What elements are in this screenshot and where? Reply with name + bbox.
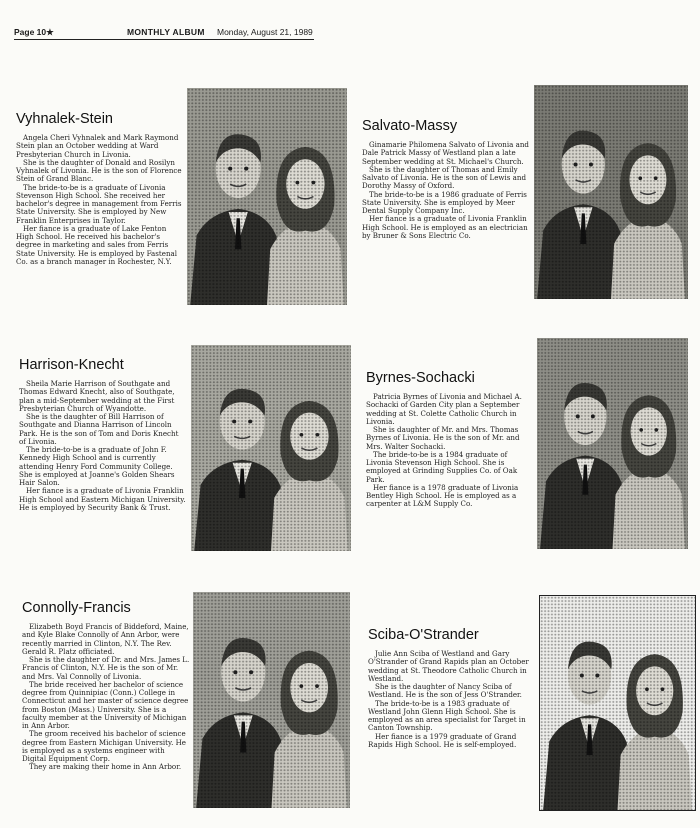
article-headline: Harrison-Knecht	[19, 357, 124, 373]
couple-portrait-icon	[193, 592, 350, 808]
article-paragraph: The bride-to-be is a 1984 graduate of Livonia Stevenson High School. She is employed at Grinding Supplies Co. of Oak Park.	[366, 449, 518, 484]
article-body	[19, 380, 187, 512]
article-byrnes-sochacki	[366, 370, 534, 509]
engagement-photo	[537, 338, 688, 549]
engagement-photo	[539, 595, 696, 811]
article-paragraph: Her fiance is a 1978 graduate of Livonia Bentley High School. He is employed as a carpenter at L&M Supply Co.	[366, 482, 519, 509]
article-paragraph: The bride received her bachelor of science degree from Quinnipiac (Conn.) College in Connecticut and her master of science degree from Boston (Mass.) University. She is a faculty member at the University of Michigan in Ann Arbor.	[22, 679, 189, 730]
article-paragraph: She is the daughter of Thomas and Emily Salvato of Livonia. He is the son of Lewis and Dorothy Massy of Oxford.	[362, 164, 527, 191]
article-paragraph: Angela Cheri Vyhnalek and Mark Raymond Stein plan an October wedding at Ward Presbyterian Church in Livonia.	[16, 133, 179, 159]
page-number: Page 10★	[14, 27, 54, 37]
article-paragraph: The groom received his bachelor of science degree from Eastern Michigan University. He is employed as a systems engineer with Digital Equipment Corp.	[22, 729, 186, 763]
article-paragraph: Julie Ann Sciba of Westland and Gary O'Strander of Grand Rapids plan an October wedding at St. Theodore Catholic Church in Westland.	[368, 649, 529, 683]
article-body	[368, 650, 536, 749]
page-header	[14, 27, 694, 39]
article-headline: Vyhnalek-Stein	[16, 111, 113, 127]
article-harrison-knecht	[19, 357, 187, 512]
engagement-photo	[191, 345, 351, 551]
article-paragraph: She is the daughter of Donald and Rosilyn Vyhnalek of Livonia. He is the son of Florence Stein of Grand Blanc.	[16, 157, 182, 184]
article-paragraph: Patricia Byrnes of Livonia and Michael A. Sochacki of Garden City plan a September wedding at St. Colette Catholic Church in Livonia.	[366, 392, 522, 426]
article-body	[362, 141, 530, 240]
article-paragraph: The bride-to-be is a graduate of John F. Kennedy High School and is currently attending Henry Ford Community College. She is employed at Joanne's Golden Shears Hair Salon.	[19, 445, 175, 487]
article-paragraph: Ginamarie Philomena Salvato of Livonia and Dale Patrick Massy of Westland plan a late September wedding at St. Michael's Church.	[362, 140, 529, 166]
section-name: MONTHLY ALBUM	[127, 27, 205, 37]
article-paragraph: The bride-to-be is a graduate of Livonia Stevenson High School. She received her bachelor's degree in management from Ferris State University. She is employed by New Franklin Enterprises in Taylor.	[16, 182, 182, 225]
article-paragraph: The bride-to-be is a 1983 graduate of Westland John Glenn High School. She is employed as an area specialist for Target in Canton Township.	[368, 698, 526, 733]
article-paragraph: She is the daughter of Dr. and Mrs. James L. Francis of Clinton, N.Y. He is the son of Mr. and Mrs. Val Connolly of Livonia.	[22, 655, 190, 681]
article-body	[16, 134, 184, 266]
article-paragraph: They are making their home in Ann Arbor.	[29, 762, 182, 772]
article-paragraph: The bride-to-be is a 1986 graduate of Ferris State University. She is employed by Meer Dental Supply Company Inc.	[362, 189, 527, 215]
couple-portrait-icon	[187, 88, 347, 305]
couple-portrait-icon	[534, 85, 688, 299]
engagement-photo	[534, 85, 688, 299]
article-headline: Salvato-Massy	[362, 118, 458, 134]
article-paragraph: Her fiance is a graduate of Lake Fenton High School. He received his bachelor's degree in marketing and sales from Ferris State University. He is employed by Fastenal Co. as a branch manager in Rochester, N.Y.	[16, 223, 178, 266]
engagement-photo	[187, 88, 347, 305]
article-salvato-massy	[362, 118, 530, 240]
article-headline: Byrnes-Sochacki	[366, 370, 475, 386]
article-paragraph: She is the daughter of Nancy Sciba of Westland. He is the son of Jess O'Strander.	[368, 682, 522, 700]
article-paragraph: Her fiance is a graduate of Livonia Franklin High School and Eastern Michigan University. He is employed by Security Bank & Trust.	[19, 486, 186, 512]
couple-portrait-icon	[540, 596, 695, 810]
issue-date: Monday, August 21, 1989	[217, 27, 313, 37]
article-paragraph: Elizabeth Boyd Francis of Biddeford, Maine, and Kyle Blake Connolly of Ann Arbor, were recently married in Clinton, N.Y. The Rev. Gerald R. Platz officiated.	[22, 622, 189, 656]
article-paragraph: Sheila Marie Harrison of Southgate and Thomas Edward Knecht, also of Southgate, plan a mid-September wedding at the First Presbyterian Church of Wyandotte.	[19, 379, 175, 413]
article-sciba-ostrander	[368, 627, 536, 749]
article-paragraph: She is the daughter of Bill Harrison of Southgate and Dianna Harrison of Lincoln Park. He is the son of Tom and Doris Knecht of Livonia.	[19, 412, 179, 446]
couple-portrait-icon	[191, 345, 351, 551]
article-body	[366, 393, 534, 509]
header-rule	[14, 39, 314, 40]
article-headline: Connolly-Francis	[22, 600, 131, 616]
article-connolly-francis	[22, 600, 190, 772]
article-body	[22, 623, 190, 772]
article-paragraph: She is daughter of Mr. and Mrs. Thomas Byrnes of Livonia. He is the son of Mr. and Mrs. Walter Sochacki.	[366, 425, 520, 451]
article-vyhnalek-stein	[16, 111, 184, 266]
wedding-photo	[193, 592, 350, 808]
article-paragraph: Her fiance is a 1979 graduate of Grand Rapids High School. He is self-employed.	[368, 731, 517, 749]
article-paragraph: Her fiance is a graduate of Livonia Franklin High School. He is employed as an electrician by Bruner & Sons Electric Co.	[362, 214, 528, 240]
article-headline: Sciba-O'Strander	[368, 627, 479, 643]
couple-portrait-icon	[537, 338, 688, 549]
